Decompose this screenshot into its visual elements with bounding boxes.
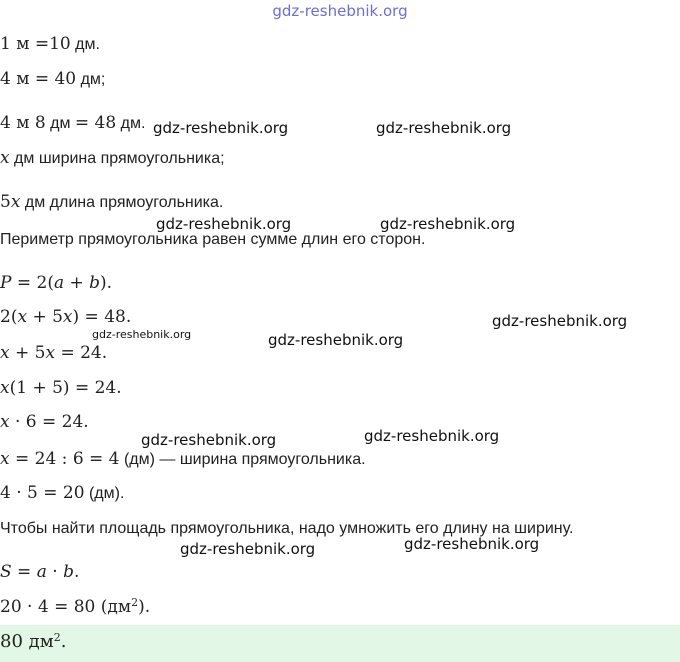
solution-line-9: x + 5x = 24. — [0, 343, 108, 363]
math-expression: 1 м =10 — [0, 34, 71, 54]
math-expression: 4 м = 40 — [0, 69, 77, 89]
watermark-text: gdz-reshebnik.org — [180, 540, 316, 558]
solution-line-8: 2(x + 5x) = 48. — [0, 307, 132, 327]
math-expression: 5x — [0, 192, 21, 212]
text-fragment: дм ширина прямоугольника; — [9, 150, 225, 167]
math-expression: x = 24 : 6 = 4 — [0, 449, 120, 469]
watermark-text: gdz-reshebnik.org — [153, 119, 289, 137]
watermark-text: gdz-reshebnik.org — [380, 215, 516, 233]
math-expression: 4 · 5 = 20 — [0, 483, 85, 503]
text-fragment: (дм) — ширина прямоугольника. — [119, 451, 366, 468]
solution-line-13 — [0, 482, 124, 505]
math-expression: 4 м 8 — [0, 113, 46, 133]
watermark-text: gdz-reshebnik.org — [156, 215, 292, 233]
text-fragment: дм; — [76, 71, 106, 88]
math-variable: x — [0, 148, 10, 168]
solution-line-11: x · 6 = 24. — [0, 412, 89, 432]
solution-line-4 — [0, 147, 225, 170]
watermark-text: gdz-reshebnik.org — [492, 312, 628, 330]
answer-box — [0, 625, 680, 662]
watermark-text: gdz-reshebnik.org — [268, 331, 404, 349]
solution-line-1 — [0, 33, 100, 56]
watermark-text: gdz-reshebnik.org — [404, 535, 540, 553]
solution-line-6: Периметр прямоугольника равен сумме длин его сторон. — [0, 231, 426, 248]
text-fragment: (дм). — [84, 485, 125, 502]
text-fragment: дм. — [116, 115, 146, 132]
text-fragment: дм. — [70, 36, 100, 53]
math-expression: = 48 — [74, 113, 117, 133]
solution-line-14: Чтобы найти площадь прямоугольника, надо умножить его длину на ширину. — [0, 520, 574, 537]
text-fragment: дм длина прямоугольника. — [20, 194, 224, 211]
watermark-text: gdz-reshebnik.org — [141, 431, 277, 449]
solution-line-15: S = a · b. — [0, 562, 80, 582]
watermark-text: gdz-reshebnik.org — [364, 427, 500, 445]
solution-line-5 — [0, 191, 223, 214]
solution-line-16: 20 · 4 = 80 $(дм^2)$. — [0, 596, 151, 617]
text-fragment: дм — [45, 115, 75, 132]
solution-line-10: x(1 + 5) = 24. — [0, 378, 122, 398]
solution-line-7: P = 2(a + b). — [0, 273, 113, 293]
solution-line-2 — [0, 68, 105, 91]
solution-line-12 — [0, 448, 366, 471]
watermark-text: gdz-reshebnik.org — [92, 328, 192, 341]
answer-value: 80 $дм^2$. — [0, 631, 67, 652]
site-watermark-top[interactable]: gdz-reshebnik.org — [272, 2, 408, 20]
watermark-text: gdz-reshebnik.org — [376, 119, 512, 137]
solution-line-3 — [0, 112, 145, 135]
